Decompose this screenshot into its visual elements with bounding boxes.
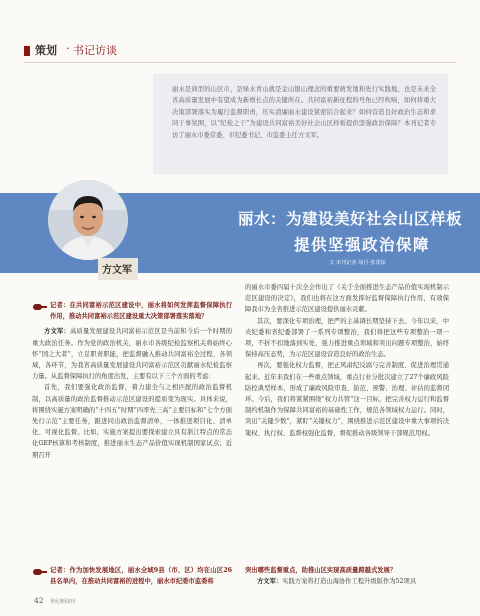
body-paragraph: 其次，要深化专项治理，把严的主基调长期坚持下去。今年以来，中央纪委和省纪委部署了一系列专项整治，我们将把这些专项整治一项一项，不折不扣地落到实处，强力推进重点领域和突出问题专项整治，始终保持高压态势，为示范区建设营造良好的政治生态。 [245,317,449,359]
answer-paragraph: 实践方案将打造山海协作工程升级版作为52项具 [282,578,417,586]
answer-paragraph: 首先，我们要强化政治监督，着力建全与之相匹配的政治监督机制，以高质量的政治监督推动示范区建设的提质变为现实。具体来说，将围绕实施方案明确的“十四五”时期“四率先三高”主要目标和“七个方面先行示范”主要任务，跟进同出政治监督清单，一体推进项目化、清单化、可视化监督。比如，实施方案提出要探索建立具有浙江特点的常态化GEP核算和考核制度，推进丽水生态产品价值实现机制国家试点；近期召开 [32,384,232,459]
question-2-continued [245,565,449,587]
byline: 文 本刊记者 胡丹 张羡炫 [329,260,386,266]
microphone-icon [32,567,48,579]
question-label: 记者： [50,302,70,309]
right-column [245,282,449,439]
body-paragraph: 再次，要强化权力监督，把正风肃纪反腐与完善制度、促进治理贯通起来。近年来我们在一些重点领域，重点行业分批次建立了27个廉政风险防控典型样本，形成了廉政风险审查、防范、预警、治理、评估的监督闭环。今后，我们将紧紧围绕“权力共管”这一目标，把完善权力运行和监督制约机制作为保障共同富裕的基础性工作，规范各领域权力运行。同时，突出“关键少数”，紧盯“关键权力”，围绕推进示范区建设中重大事项的决策权、执行权、监督权强化监督，督促推动各级领导干部规范用权。 [245,362,449,437]
interviewee-name: 方文军 [102,265,132,276]
headline-line-1: 丽水：为建设美好社会山区样板 [238,210,463,228]
question-1 [32,300,232,322]
magazine-name: 世纪新闻刊 [50,599,76,605]
body-paragraph: 的丽水市委四届十次全会作出了《关于全面推进生态产品价值实现机制示范区建设的决定》，我们也将在这方面发挥好监督保障执行作用，有效保障我市为全省推进示范区建设提供丽水贡献。 [245,284,449,314]
interviewee-portrait [48,180,128,260]
left-column [32,300,232,461]
section-title: 策划 [35,44,57,57]
question-2 [50,565,232,587]
question-text: 突出哪些监督重点，助推山区实现高质量跨越式发展？ [245,567,397,574]
question-label: 记者： [50,567,70,574]
question-text: 在共同富裕示范区建设中，丽水将如何发挥监督保障执行作用，推动共同富裕示范区建设重大决策部署落实落地？ [50,302,233,321]
section-separator: · [66,42,70,55]
page-number: 42 [34,596,44,605]
answer-label: 方文军： [257,578,283,586]
answer-label: 方文军： [44,328,70,336]
answer-1 [32,326,232,382]
answer-paragraph: 高质量发展建设共同富裕示范区是当前和今后一个时期的重大政治任务。作为党的政治机关，丽水市各级纪检监察机关将始终心怀“国之大者”，立足职责职能，把监督融入推动共同富裕全过程、各领域，各环节，为我省高质量发展建设共同富裕示范区贡献丽水纪检监察力量。从监督保障执行的角度出发，主要有以下三个方面的考虑： [32,328,233,381]
headline-line-2: 提供坚强政治保障 [294,236,431,254]
portrait-illustration [48,180,128,260]
header-divider [24,62,456,63]
section-marker [24,46,30,56]
section-subtitle: 书记访谈 [73,44,117,57]
intro-paragraph: 丽水是典型的山区市，是绿水青山就是金山银山理念的重要萌发地和先行实践地，也是未来全省高质量发展中有望成为新增长点的关键所在。共同富裕新征程的号角已经吹响，如何将重大决策部署落实为履行监督职责，压实清廉丽水建设紧密结合起来？如何营造良好政治生态和求同干事氛围，以“纪检之干”为建设共同富裕美好社会山区样板提供坚强政治保障？本刊记者专访了丽水市委常委、市纪委书记、市监委主任方文军。 [172,86,436,139]
question-text: 作为加快发展地区，丽水全域9县（市、区）均在山区26县名单内，在推动共同富裕的进程中，丽水市纪委市监委将 [50,567,232,586]
